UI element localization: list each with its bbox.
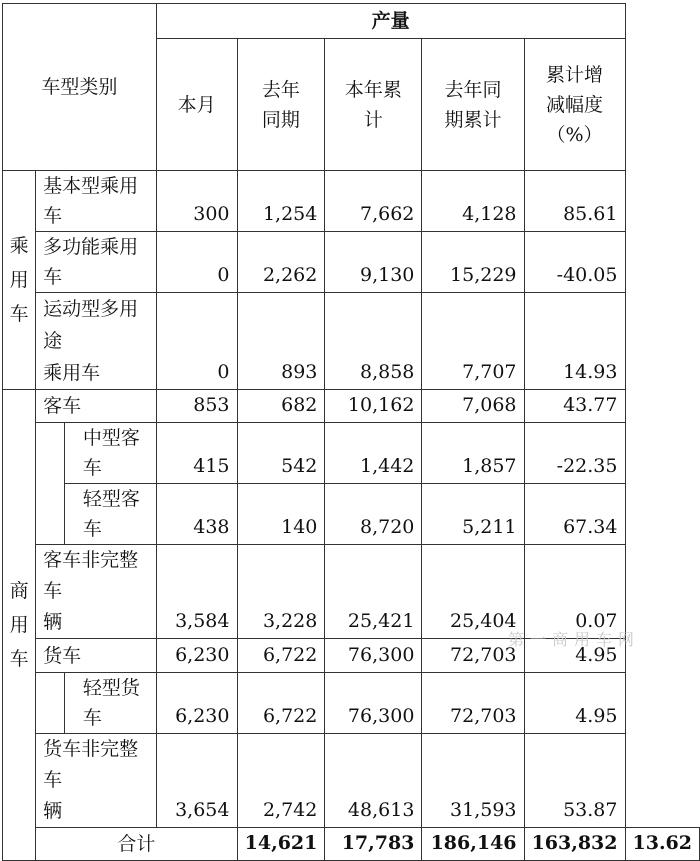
watermark: 第一商用车网: [507, 630, 640, 649]
cell: 140: [237, 484, 325, 545]
table-row: [3, 673, 700, 734]
row-label: 轻型货车: [64, 673, 156, 734]
cell: 0: [156, 293, 237, 390]
cell: 415: [156, 423, 237, 484]
cell: 6,722: [237, 639, 325, 673]
cell: 25,404: [422, 545, 524, 639]
cell: 15,229: [422, 232, 524, 293]
cell: 1,254: [237, 171, 325, 232]
indent-cell: [36, 673, 65, 734]
cell: 31,593: [422, 734, 524, 828]
cell: 67.34: [524, 484, 625, 545]
cell: 853: [156, 390, 237, 423]
cell: 3,654: [156, 734, 237, 828]
cell: 6,230: [156, 673, 237, 734]
production-table: [2, 3, 700, 861]
cell: 438: [156, 484, 237, 545]
cell: 85.61: [524, 171, 625, 232]
cell: 72,703: [422, 639, 524, 673]
cell: 10,162: [325, 390, 422, 423]
row-label: 多功能乘用车: [36, 232, 157, 293]
cell: 2,262: [237, 232, 325, 293]
cell: 7,707: [422, 293, 524, 390]
cell: 0: [156, 232, 237, 293]
cell: 2,742: [237, 734, 325, 828]
row-label: 货车非完整车 辆: [36, 734, 157, 828]
cell: 76,300: [325, 673, 422, 734]
col-last-ytd: 去年同 期累计: [422, 39, 524, 171]
col-this-month: 本月: [156, 39, 237, 171]
table-row: [3, 545, 700, 639]
cell: 7,068: [422, 390, 524, 423]
cell: 17,783: [325, 828, 422, 861]
table-row: [3, 734, 700, 828]
category-header: 车型类别: [3, 4, 157, 171]
table-row: [3, 484, 700, 545]
total-row: [3, 828, 700, 861]
cell: 163,832: [524, 828, 625, 861]
row-label: 中型客车: [64, 423, 156, 484]
cell: 9,130: [325, 232, 422, 293]
table-row: [3, 423, 700, 484]
row-label: 客车: [36, 390, 157, 423]
cell: 0.07: [524, 545, 625, 639]
cell: -40.05: [524, 232, 625, 293]
indent-cell: [36, 423, 65, 545]
cell: 1,857: [422, 423, 524, 484]
cell: 6,722: [237, 673, 325, 734]
row-label: 轻型客车: [64, 484, 156, 545]
row-label: 客车非完整车 辆: [36, 545, 157, 639]
cell: 76,300: [325, 639, 422, 673]
group-commercial: 商 用 车: [3, 390, 36, 861]
cell: 300: [156, 171, 237, 232]
cell: 72,703: [422, 673, 524, 734]
cell: 4,128: [422, 171, 524, 232]
cell: 542: [237, 423, 325, 484]
col-ytd: 本年累 计: [325, 39, 422, 171]
cell: 6,230: [156, 639, 237, 673]
row-label: 货车: [36, 639, 157, 673]
cell: 25,421: [325, 545, 422, 639]
cell: 5,211: [422, 484, 524, 545]
cell: 3,228: [237, 545, 325, 639]
total-label: 合计: [36, 828, 237, 861]
cell: 8,858: [325, 293, 422, 390]
cell: 4.95: [524, 639, 625, 673]
cell: 7,662: [325, 171, 422, 232]
group-passenger: 乘 用 车: [3, 171, 36, 390]
cell: 13.62: [625, 828, 700, 861]
row-label: 基本型乘用车: [36, 171, 157, 232]
production-header: 产量: [156, 4, 625, 39]
table-row: [3, 293, 700, 390]
row-label: 运动型多用途 乘用车: [36, 293, 157, 390]
cell: 3,584: [156, 545, 237, 639]
cell: 186,146: [422, 828, 524, 861]
cell: -22.35: [524, 423, 625, 484]
col-last-year-same: 去年 同期: [237, 39, 325, 171]
table-row: [3, 171, 700, 232]
cell: 4.95: [524, 673, 625, 734]
cell: 1,442: [325, 423, 422, 484]
cell: 14.93: [524, 293, 625, 390]
cell: 53.87: [524, 734, 625, 828]
col-change-pct: 累计增 减幅度 （%）: [524, 39, 625, 171]
cell: 14,621: [237, 828, 325, 861]
table-row: [3, 390, 700, 423]
cell: 893: [237, 293, 325, 390]
cell: 43.77: [524, 390, 625, 423]
cell: 48,613: [325, 734, 422, 828]
table-row: [3, 232, 700, 293]
cell: 682: [237, 390, 325, 423]
cell: 8,720: [325, 484, 422, 545]
